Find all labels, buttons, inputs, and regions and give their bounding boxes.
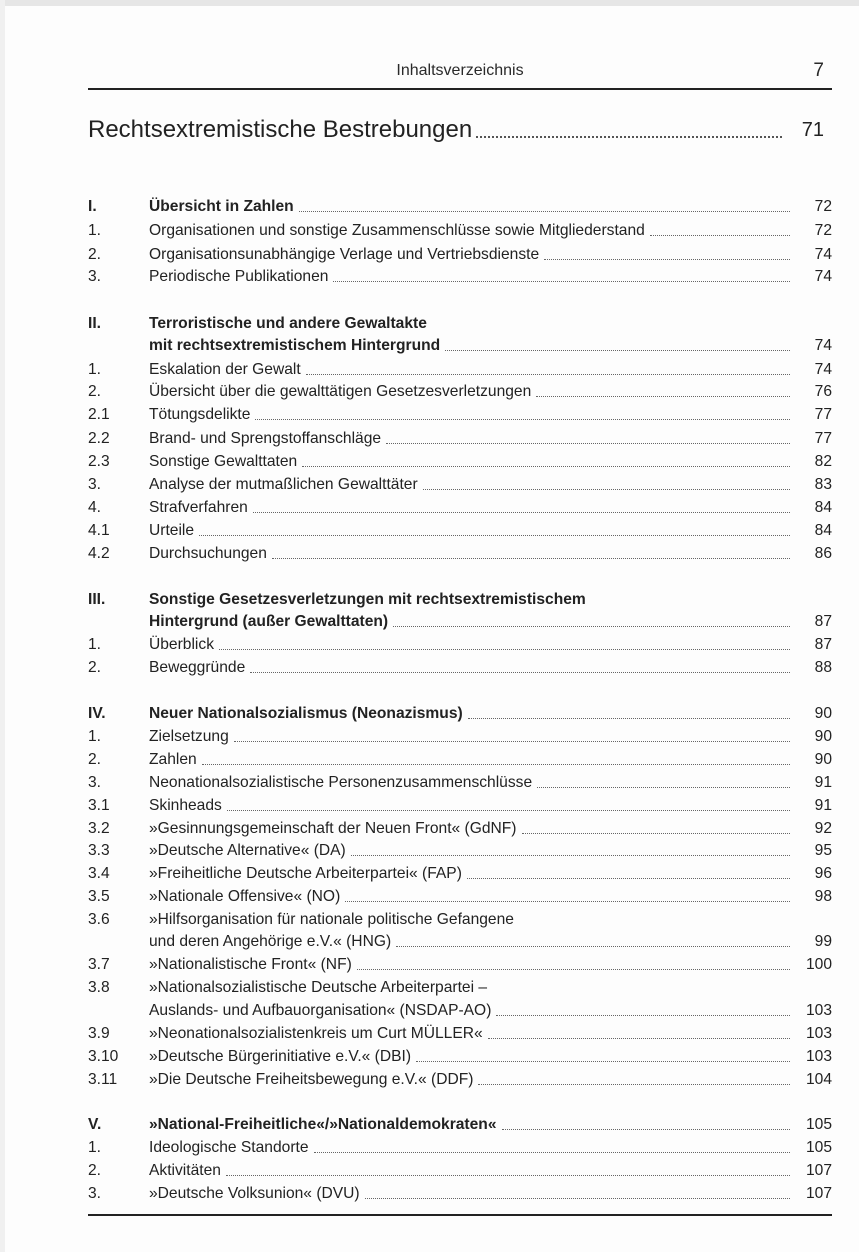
toc-entry-title: Hintergrund (außer Gewalttaten) [149, 613, 389, 630]
toc-entry-number: 1. [88, 361, 102, 378]
toc-entry-title: »Gesinnungsgemeinschaft der Neuen Front« (GdNF) [149, 820, 517, 837]
toc-entry-line [149, 795, 832, 816]
toc-entry-number: III. [88, 591, 106, 608]
toc-entry [88, 1183, 832, 1204]
toc-entry-title: »Nationale Offensive« (NO) [149, 888, 341, 905]
dot-leader [250, 671, 790, 673]
toc-entry [88, 840, 832, 861]
dot-leader [219, 648, 790, 650]
toc-entry-line [149, 1183, 832, 1204]
dot-leader [467, 877, 790, 879]
toc-entry-title: Überblick [149, 636, 214, 653]
toc-entry-page: 91 [814, 797, 832, 814]
toc-entry-number: 3. [88, 476, 102, 493]
toc-entry-title: »Nationalistische Front« (NF) [149, 956, 352, 973]
toc-entry [88, 795, 832, 816]
toc-entry-line [149, 335, 832, 356]
toc-entry [88, 428, 832, 449]
toc-entry-number: 3.9 [88, 1025, 110, 1042]
toc-entry-line [149, 909, 832, 930]
toc-entry-line [149, 703, 832, 724]
dot-leader [522, 832, 790, 834]
dot-leader [226, 1174, 790, 1176]
toc-entry-page: 88 [814, 659, 832, 676]
toc-entry-number: 4.1 [88, 522, 110, 539]
toc-entry-title: »Neonationalsozialistenkreis um Curt MÜLLER« [149, 1025, 483, 1042]
toc-entry-page: 86 [814, 545, 832, 562]
toc-entry-title: Neonationalsozialistische Personenzusammenschlüsse [149, 774, 533, 791]
toc-entry-line [149, 611, 832, 632]
toc-entry-number: 1. [88, 1139, 102, 1156]
dot-leader [478, 1083, 790, 1085]
toc-entry [88, 474, 832, 495]
toc-entry-page: 90 [814, 751, 832, 768]
dot-leader [423, 488, 790, 490]
toc-entry-line [149, 1000, 832, 1021]
dot-leader [468, 717, 790, 719]
footer-rule [88, 1214, 832, 1216]
toc-entry-title: Brand- und Sprengstoffanschläge [149, 430, 382, 447]
toc-entry-title: Skinheads [149, 797, 222, 814]
toc-entry-line [149, 244, 832, 265]
toc-entry-title: »Deutsche Alternative« (DA) [149, 842, 346, 859]
toc-entry-title: Zielsetzung [149, 728, 229, 745]
toc-entry-title: »Die Deutsche Freiheitsbewegung e.V.« (DDF) [149, 1071, 474, 1088]
toc-entry [88, 404, 832, 425]
toc-entry-line [149, 1160, 832, 1181]
header-title: Inhaltsverzeichnis [396, 62, 524, 79]
toc-entry-page: 105 [805, 1116, 832, 1133]
toc-entry-line [149, 404, 832, 425]
toc-entry-line [149, 1023, 832, 1044]
toc-entry-line [149, 520, 832, 541]
toc-entry-title: Organisationsunabhängige Verlage und Vertriebsdienste [149, 246, 540, 263]
toc-entry-line [149, 497, 832, 518]
toc-entry-number: I. [88, 198, 97, 215]
toc-entry-title: und deren Angehörige e.V.« (HNG) [149, 933, 392, 950]
toc-entry [88, 909, 832, 930]
toc-entry-page: 107 [805, 1185, 832, 1202]
toc-entry-number: 3.8 [88, 979, 110, 996]
toc-entry-line [149, 381, 832, 402]
toc-entry-line [149, 451, 832, 472]
toc-entry [88, 1000, 832, 1021]
toc-entry-number: 3.11 [88, 1071, 118, 1088]
toc-section-heading [88, 313, 832, 334]
toc-entry-line [149, 886, 832, 907]
toc-entry-line [149, 359, 832, 380]
dot-leader [396, 945, 790, 947]
toc-entry-page: 92 [814, 820, 832, 837]
toc-entry [88, 863, 832, 884]
toc-entry-number: IV. [88, 705, 106, 722]
toc-entry [88, 220, 832, 241]
toc-entry-title: Tötungsdelikte [149, 406, 251, 423]
toc-entry-line [149, 931, 832, 952]
toc-entry-title: Terroristische und andere Gewaltakte [149, 315, 427, 332]
dot-leader [255, 418, 790, 420]
toc-entry-page: 74 [814, 246, 832, 263]
toc-entry-number: 2. [88, 383, 102, 400]
toc-entry-number: 3.5 [88, 888, 110, 905]
dot-leader [488, 1037, 790, 1039]
toc-entry-number: 1. [88, 636, 102, 653]
dot-leader [386, 442, 790, 444]
dot-leader [544, 258, 790, 260]
toc-entry-title: Analyse der mutmaßlichen Gewalttäter [149, 476, 418, 493]
running-header [88, 60, 832, 86]
dot-leader [306, 373, 790, 375]
toc-entry-page: 107 [805, 1162, 832, 1179]
toc-entry-page: 104 [805, 1071, 832, 1088]
toc-entry-title: Strafverfahren [149, 499, 248, 516]
toc-entry-line [149, 313, 832, 334]
dot-leader [333, 280, 790, 282]
toc-section-heading [88, 1114, 832, 1135]
dot-leader [351, 854, 790, 856]
toc-entry [88, 520, 832, 541]
toc-entry-number: 2. [88, 1162, 102, 1179]
toc-entry-title: »Nationalsozialistische Deutsche Arbeiterpartei – [149, 979, 488, 996]
toc-entry-number: 3.1 [88, 797, 110, 814]
toc-entry-page: 91 [814, 774, 832, 791]
toc-entry-line [149, 772, 832, 793]
toc-entry-title: Zahlen [149, 751, 197, 768]
dot-leader [393, 625, 790, 627]
toc-entry-page: 77 [814, 430, 832, 447]
dot-leader [537, 786, 790, 788]
toc-section-heading [88, 196, 832, 217]
dot-leader [476, 135, 782, 138]
toc-entry-page: 103 [805, 1048, 832, 1065]
toc-entry-number: V. [88, 1116, 102, 1133]
chapter-title: Rechtsextremistische Bestrebungen [88, 116, 473, 143]
toc-entry-number: 3.2 [88, 820, 110, 837]
dot-leader [202, 763, 790, 765]
toc-entry-title: Periodische Publikationen [149, 268, 329, 285]
toc-entry-title: »Hilfsorganisation für nationale politische Gefangene [149, 911, 514, 928]
toc-entry-page: 76 [814, 383, 832, 400]
toc-entry-title: Sonstige Gewalttaten [149, 453, 298, 470]
toc-entry [88, 749, 832, 770]
toc-entry-line [149, 474, 832, 495]
toc-entry-number: 3.6 [88, 911, 110, 928]
toc-entry [88, 381, 832, 402]
toc-entry [88, 497, 832, 518]
toc-entry-line [149, 1046, 832, 1067]
toc-entry-number: 3.4 [88, 865, 110, 882]
toc-entry-title: Übersicht über die gewalttätigen Gesetzesverletzungen [149, 383, 532, 400]
toc-entry-page: 99 [814, 933, 832, 950]
toc-entry-line [149, 634, 832, 655]
chapter-entry [88, 110, 832, 144]
toc-entry [88, 1046, 832, 1067]
toc-entry-title: »National-Freiheitliche«/»Nationaldemokraten« [149, 1116, 497, 1133]
toc-entry-title: »Deutsche Bürgerinitiative e.V.« (DBI) [149, 1048, 412, 1065]
toc-entry-number: 1. [88, 222, 102, 239]
toc-entry [88, 657, 832, 678]
toc-entry [88, 634, 832, 655]
toc-entry [88, 977, 832, 998]
toc-entry [88, 931, 832, 952]
toc-entry-page: 74 [814, 337, 832, 354]
toc-entry-line [149, 863, 832, 884]
toc-entry-line [149, 543, 832, 564]
toc-entry-page: 84 [814, 522, 832, 539]
toc-entry [88, 772, 832, 793]
dot-leader [302, 465, 790, 467]
dot-leader [299, 210, 790, 212]
toc-entry-title: Durchsuchungen [149, 545, 267, 562]
page-left-edge [0, 0, 5, 1252]
toc-entry-number: 1. [88, 728, 102, 745]
toc-entry-title: Übersicht in Zahlen [149, 198, 294, 215]
toc-entry-number: 2.2 [88, 430, 110, 447]
toc-entry-title: Ideologische Standorte [149, 1139, 309, 1156]
toc-entry-page: 74 [814, 268, 832, 285]
chapter-page: 71 [801, 119, 824, 141]
toc-entry [88, 1160, 832, 1181]
toc-entry-title: »Freiheitliche Deutsche Arbeiterpartei« (FAP) [149, 865, 462, 882]
toc-entry-line [149, 1069, 832, 1090]
toc-entry-line [149, 1137, 832, 1158]
toc-entry-number: 3.10 [88, 1048, 119, 1065]
toc-section-heading [88, 611, 832, 632]
toc-entry-page: 100 [805, 956, 832, 973]
toc-entry [88, 1069, 832, 1090]
toc-entry-number: 3. [88, 774, 102, 791]
toc-entry-page: 72 [814, 222, 832, 239]
dot-leader [502, 1128, 791, 1130]
toc-entry [88, 886, 832, 907]
toc-entry-page: 103 [805, 1002, 832, 1019]
toc-entry-line [149, 818, 832, 839]
toc-entry-page: 98 [814, 888, 832, 905]
toc-section-heading [88, 589, 832, 610]
toc-entry-title: Neuer Nationalsozialismus (Neonazismus) [149, 705, 463, 722]
toc-entry [88, 818, 832, 839]
toc-entry-number: II. [88, 315, 101, 332]
toc-entry [88, 1023, 832, 1044]
toc-entry-line [149, 266, 832, 287]
toc-entry-page: 105 [805, 1139, 832, 1156]
toc-entry-title: mit rechtsextremistischem Hintergrund [149, 337, 441, 354]
toc-entry-page: 74 [814, 361, 832, 378]
toc-entry-number: 3.7 [88, 956, 110, 973]
toc-entry-line [149, 428, 832, 449]
toc-entry [88, 359, 832, 380]
toc-entry-line [149, 726, 832, 747]
toc-entry-number: 3.3 [88, 842, 110, 859]
toc-entry-page: 84 [814, 499, 832, 516]
toc-entry-line [149, 1114, 832, 1135]
toc-entry-line [149, 954, 832, 975]
dot-leader [357, 968, 790, 970]
toc-entry-number: 2. [88, 659, 102, 676]
header-rule [88, 88, 832, 90]
dot-leader [536, 395, 790, 397]
toc-entry-page: 87 [814, 613, 832, 630]
toc-entry-number: 3. [88, 1185, 102, 1202]
toc-entry-page: 96 [814, 865, 832, 882]
dot-leader [650, 234, 790, 236]
toc-entry-title: Organisationen und sonstige Zusammenschlüsse sowie Mitgliederstand [149, 222, 645, 239]
toc-entry-number: 2. [88, 751, 102, 768]
dot-leader [253, 511, 790, 513]
toc-entry-line [149, 657, 832, 678]
toc-entry [88, 1137, 832, 1158]
toc-entry-title: Auslands- und Aufbauorganisation« (NSDAP-AO) [149, 1002, 492, 1019]
toc-entry-title: Beweggründe [149, 659, 246, 676]
toc-entry-line [149, 977, 832, 998]
toc-entry-page: 87 [814, 636, 832, 653]
page-top-edge [0, 0, 859, 6]
toc-entry-page: 77 [814, 406, 832, 423]
toc-entry-number: 3. [88, 268, 102, 285]
dot-leader [445, 349, 790, 351]
toc-entry [88, 244, 832, 265]
toc-entry-title: »Deutsche Volksunion« (DVU) [149, 1185, 360, 1202]
toc-entry-number: 4.2 [88, 545, 110, 562]
toc-section-heading [88, 335, 832, 356]
toc-entry-line [149, 840, 832, 861]
dot-leader [227, 809, 790, 811]
toc-entry-page: 90 [814, 705, 832, 722]
toc-entry-line [149, 220, 832, 241]
toc-entry-page: 72 [814, 198, 832, 215]
dot-leader [272, 557, 790, 559]
toc-entry-number: 2. [88, 246, 102, 263]
toc-entry-title: Eskalation der Gewalt [149, 361, 301, 378]
toc-entry-page: 90 [814, 728, 832, 745]
toc-entry-page: 103 [805, 1025, 832, 1042]
toc-entry [88, 954, 832, 975]
dot-leader [234, 740, 790, 742]
toc-entry-line [149, 749, 832, 770]
toc-entry [88, 266, 832, 287]
toc-entry-title: Urteile [149, 522, 195, 539]
toc-entry [88, 451, 832, 472]
dot-leader [345, 900, 790, 902]
toc-section-heading [88, 703, 832, 724]
dot-leader [416, 1060, 790, 1062]
toc-entry-line [149, 196, 832, 217]
toc-entry [88, 726, 832, 747]
header-page-number: 7 [813, 60, 824, 81]
toc-entry-number: 2.3 [88, 453, 110, 470]
toc-entry-line [149, 589, 832, 610]
dot-leader [314, 1151, 790, 1153]
dot-leader [496, 1014, 790, 1016]
toc-entry-page: 82 [814, 453, 832, 470]
toc-entry-title: Sonstige Gesetzesverletzungen mit rechtsextremistischem [149, 591, 586, 608]
toc-entry-page: 83 [814, 476, 832, 493]
toc-entry [88, 543, 832, 564]
dot-leader [199, 534, 790, 536]
toc-entry-number: 2.1 [88, 406, 110, 423]
toc-entry-page: 95 [814, 842, 832, 859]
toc-entry-number: 4. [88, 499, 102, 516]
toc-entry-title: Aktivitäten [149, 1162, 221, 1179]
dot-leader [365, 1197, 790, 1199]
